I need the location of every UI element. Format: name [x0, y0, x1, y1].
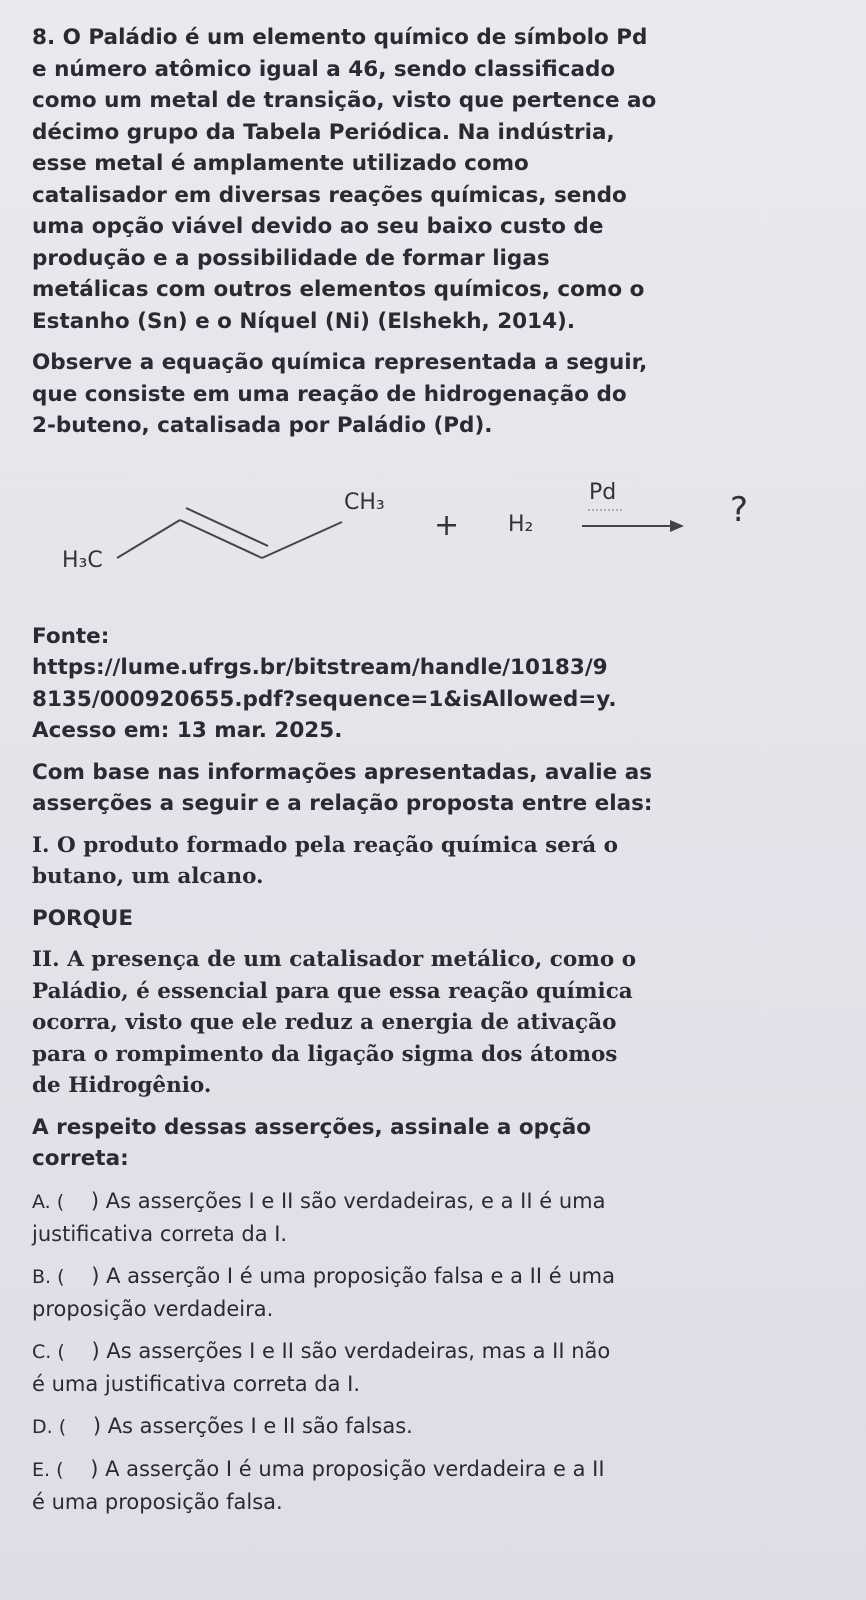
assertion-1-line: butano, um alcano.	[32, 864, 264, 889]
option-text-cont: justificativa correta da I.	[32, 1221, 288, 1246]
assertion-2-line: de Hidrogênio.	[32, 1073, 212, 1098]
intro-line: como um metal de transição, visto que pertence ao	[32, 88, 657, 113]
option-letter: B. (	[32, 1265, 65, 1288]
option-c[interactable]	[32, 1335, 822, 1400]
prompt-line: asserções a seguir e a relação proposta entre elas:	[32, 791, 653, 816]
source-paragraph	[32, 621, 822, 747]
observe-line: 2-buteno, catalisada por Paládio (Pd).	[32, 413, 493, 438]
source-url-line: https://lume.ufrgs.br/bitstream/handle/10183/9	[32, 655, 608, 680]
butene-structure	[32, 450, 822, 615]
source-url-line: 8135/000920655.pdf?sequence=1&isAllowed=y.	[32, 686, 617, 712]
question-prompt	[32, 1112, 822, 1175]
option-letter: A. (	[32, 1190, 65, 1213]
option-letter: E. (	[32, 1458, 64, 1481]
source-line: Fonte:	[32, 623, 110, 649]
source-access-line: Acesso em: 13 mar. 2025.	[32, 718, 343, 743]
plus-sign: +	[434, 507, 460, 543]
option-letter: D. (	[32, 1415, 67, 1438]
option-text: ) A asserção I é uma proposição falsa e a II é uma	[91, 1263, 615, 1288]
assertion-2-line: Paládio, é essencial para que essa reação química	[32, 978, 633, 1004]
option-text-cont: é uma justificativa correta da I.	[32, 1371, 361, 1396]
question-line: A respeito dessas asserções, assinale a opção	[32, 1114, 592, 1140]
assertion-2	[32, 944, 822, 1102]
assertion-2-line: para o rompimento da ligação sigma dos átomos	[32, 1041, 618, 1067]
connector-porque: PORQUE	[32, 905, 134, 931]
option-text: ) As asserções I e II são verdadeiras, e a II é uma	[90, 1188, 606, 1213]
intro-line: e número atômico igual a 46, sendo classificado	[32, 56, 616, 82]
intro-line: metálicas com outros elementos químicos, como o	[32, 277, 645, 302]
intro-line: décimo grupo da Tabela Periódica. Na indústria,	[32, 119, 615, 145]
prompt-paragraph	[32, 757, 822, 820]
option-line	[32, 1185, 822, 1218]
intro-line: catalisador em diversas reações químicas, sendo	[32, 182, 627, 208]
option-a[interactable]	[32, 1185, 822, 1250]
option-letter: C. (	[32, 1340, 65, 1363]
intro-line: 8. O Paládio é um elemento químico de símbolo Pd	[32, 25, 648, 50]
option-text-cont: é uma proposição falsa.	[32, 1489, 283, 1514]
intro-paragraph	[32, 22, 822, 337]
answer-options	[32, 1185, 822, 1518]
option-b[interactable]	[32, 1260, 822, 1325]
option-text-cont: proposição verdadeira.	[32, 1296, 274, 1321]
assertion-2-line: ocorra, visto que ele reduz a energia de ativação	[32, 1010, 617, 1035]
option-text: ) As asserções I e II são verdadeiras, mas a II não	[91, 1338, 611, 1363]
ch3-label: CH₃	[344, 489, 385, 515]
option-text: ) A asserção I é uma proposição verdadeira e a II	[90, 1456, 605, 1481]
option-line	[32, 1260, 822, 1293]
reaction-equation	[32, 450, 822, 615]
option-line	[32, 1453, 822, 1486]
prompt-line: Com base nas informações apresentadas, avalie as	[32, 759, 653, 785]
observe-paragraph	[32, 347, 822, 442]
assertion-2-line: II. A presença de um catalisador metálico, como o	[32, 947, 637, 972]
h2-label: H₂	[508, 511, 534, 537]
assertion-1-line: I. O produto formado pela reação química será o	[32, 832, 619, 858]
option-line	[32, 1410, 822, 1443]
intro-line: Estanho (Sn) e o Níquel (Ni) (Elshekh, 2014).	[32, 308, 576, 334]
h3c-label: H₃C	[62, 547, 103, 573]
question-page	[32, 22, 822, 1518]
option-d[interactable]	[32, 1410, 822, 1443]
option-e[interactable]	[32, 1453, 822, 1518]
intro-line: esse metal é amplamente utilizado como	[32, 151, 529, 176]
product-question-mark: ?	[730, 489, 749, 530]
observe-line: que consiste em uma reação de hidrogenação do	[32, 381, 627, 407]
option-line	[32, 1335, 822, 1368]
intro-line: uma opção viável devido ao seu baixo custo de	[32, 214, 604, 239]
intro-line: produção e a possibilidade de formar ligas	[32, 245, 550, 271]
observe-line: Observe a equação química representada a seguir,	[32, 350, 648, 375]
assertion-1	[32, 830, 822, 893]
question-line: correta:	[32, 1146, 129, 1171]
catalyst-label: Pd	[589, 479, 617, 505]
option-text: ) As asserções I e II são falsas.	[92, 1413, 413, 1438]
